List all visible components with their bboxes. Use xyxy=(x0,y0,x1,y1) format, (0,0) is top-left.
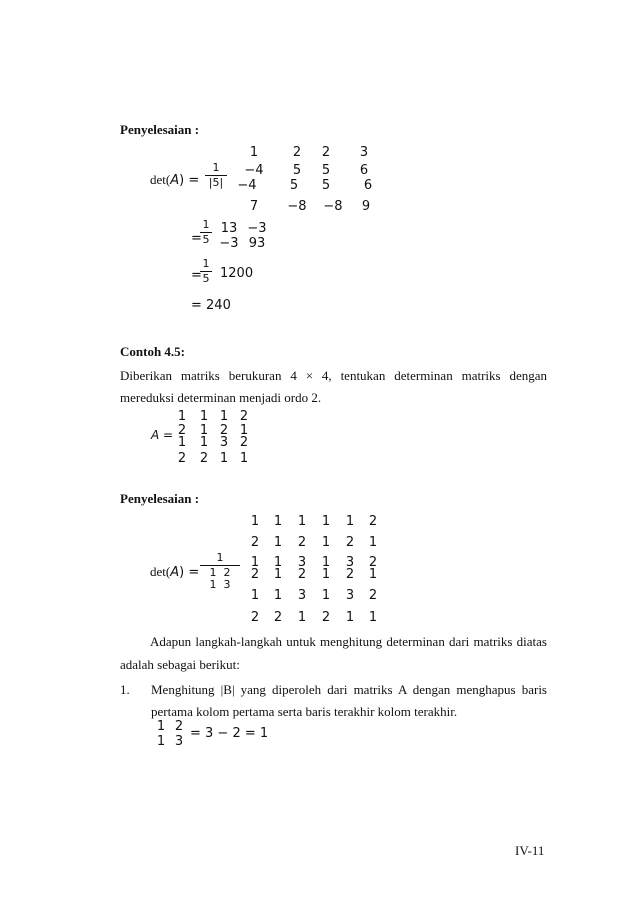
matrix-cell: 3 xyxy=(359,145,369,160)
fraction-denominator: 5 xyxy=(202,233,210,246)
matrix-cell: 1 xyxy=(239,451,249,466)
matrix-cell: 1 xyxy=(239,423,249,438)
matrix-cell: 1 xyxy=(345,514,355,529)
matrix-cell: 3 xyxy=(297,588,307,603)
matrix-cell: 2 xyxy=(368,555,378,570)
page-number: IV-11 xyxy=(515,843,545,858)
fraction-numerator: 1 xyxy=(212,161,220,174)
matrix-cell: 3 xyxy=(174,734,184,749)
fraction-1-over-det-b xyxy=(200,552,240,591)
matrix-cell: 2 xyxy=(345,535,355,550)
step3-value: 1200 xyxy=(220,266,254,281)
matrix-cell: 2 xyxy=(199,451,209,466)
matrix-cell: 1 xyxy=(249,145,259,160)
det-prefix: det( xyxy=(150,172,171,187)
matrix-cell: 1 xyxy=(321,567,331,582)
equals-sign: = xyxy=(191,231,202,246)
det-matrix-symbol: A xyxy=(170,173,180,188)
matrix-cell: 2 xyxy=(223,566,231,579)
calc-result: = 3 − 2 = 1 xyxy=(190,726,269,741)
matrix-cell: 2 xyxy=(177,423,187,438)
matrix-cell: 2 xyxy=(250,610,260,625)
list-item-line2: pertama kolom pertama serta baris terakhir kolom terakhir. xyxy=(151,704,458,719)
matrix-cell: 1 xyxy=(345,610,355,625)
paragraph-line2: adalah sebagai berikut: xyxy=(120,657,240,672)
matrix-cell: −8 xyxy=(287,199,307,214)
det-a-label: det(A) = xyxy=(150,564,200,580)
list-item-number: 1. xyxy=(120,682,130,697)
matrix-cell: 2 xyxy=(177,451,187,466)
det-suffix: ) = xyxy=(179,173,200,188)
matrix-cell: 1 xyxy=(273,535,283,550)
fraction-numerator: 1 xyxy=(202,257,210,270)
matrix-cell: 5 xyxy=(292,163,302,178)
fraction-1-over-5 xyxy=(200,258,212,285)
heading-penyelesaian-2: Penyelesaian : xyxy=(120,491,200,506)
equals-sign: = xyxy=(191,268,202,283)
fraction-1-over-5 xyxy=(205,162,227,189)
fraction-numerator: 1 xyxy=(216,551,224,564)
fraction-denominator: 5 xyxy=(202,272,210,285)
example-title: Contoh 4.5: xyxy=(120,344,186,359)
fraction-1-over-5 xyxy=(200,219,212,246)
matrix-cell: 2 xyxy=(368,588,378,603)
matrix-cell: 1 xyxy=(199,435,209,450)
matrix-cell: 2 xyxy=(174,719,184,734)
heading-penyelesaian-1: Penyelesaian : xyxy=(120,122,200,137)
fraction-numerator: 1 xyxy=(202,218,210,231)
matrix-a-label: A = xyxy=(151,428,174,442)
matrix-cell: 9 xyxy=(361,199,371,214)
matrix-cell: 1 xyxy=(219,409,229,424)
matrix-cell: 2 xyxy=(219,423,229,438)
matrix-cell: 6 xyxy=(359,163,369,178)
matrix-cell: 1 xyxy=(156,734,166,749)
matrix-cell: 1 xyxy=(219,451,229,466)
matrix-cell: −3 xyxy=(219,236,239,251)
matrix-cell: 1 xyxy=(368,567,378,582)
matrix-cell: 2 xyxy=(250,567,260,582)
matrix-cell: 2 xyxy=(368,514,378,529)
matrix-cell: 5 xyxy=(289,178,299,193)
matrix-cell: 1 xyxy=(199,423,209,438)
matrix-cell: 1 xyxy=(209,566,217,579)
matrix-cell: 2 xyxy=(321,610,331,625)
matrix-cell: 5 xyxy=(321,178,331,193)
matrix-cell: −8 xyxy=(323,199,343,214)
matrix-cell: 7 xyxy=(249,199,259,214)
matrix-cell: 13 xyxy=(220,221,238,236)
matrix-cell: 3 xyxy=(297,555,307,570)
matrix-cell: 2 xyxy=(273,610,283,625)
matrix-cell: 5 xyxy=(321,163,331,178)
matrix-cell: 2 xyxy=(297,535,307,550)
matrix-cell: 6 xyxy=(363,178,373,193)
matrix-cell: 1 xyxy=(321,514,331,529)
matrix-cell: 1 xyxy=(273,588,283,603)
matrix-cell: 2 xyxy=(297,567,307,582)
matrix-cell: 1 xyxy=(177,435,187,450)
result-value: = 240 xyxy=(191,298,231,313)
matrix-cell: 2 xyxy=(345,567,355,582)
matrix-cell: 3 xyxy=(345,588,355,603)
matrix-cell: 1 xyxy=(321,588,331,603)
fraction-denominator: |5| xyxy=(208,176,224,189)
matrix-cell: 1 xyxy=(273,514,283,529)
matrix-cell: 1 xyxy=(250,514,260,529)
matrix-cell: 1 xyxy=(368,535,378,550)
matrix-cell: 3 xyxy=(345,555,355,570)
matrix-cell: −4 xyxy=(244,163,264,178)
matrix-cell: 2 xyxy=(239,409,249,424)
matrix-cell: 1 xyxy=(321,555,331,570)
matrix-cell: 1 xyxy=(199,409,209,424)
matrix-cell: 3 xyxy=(223,578,231,591)
matrix-cell: 1 xyxy=(156,719,166,734)
matrix-cell: −4 xyxy=(237,178,257,193)
matrix-cell: 1 xyxy=(273,555,283,570)
matrix-cell: 1 xyxy=(297,610,307,625)
matrix-cell: 1 xyxy=(368,610,378,625)
matrix-cell: 1 xyxy=(250,588,260,603)
matrix-cell: 3 xyxy=(219,435,229,450)
matrix-cell: 1 xyxy=(250,555,260,570)
matrix-cell: 2 xyxy=(292,145,302,160)
matrix-cell: 1 xyxy=(177,409,187,424)
matrix-cell: 93 xyxy=(248,236,266,251)
example-text-line1: Diberikan matriks berukuran 4 × 4, tentukan determinan matriks dengan xyxy=(120,368,547,383)
example-text-line2: mereduksi determinan menjadi ordo 2. xyxy=(120,390,322,405)
matrix-cell: 2 xyxy=(239,435,249,450)
matrix-cell: 2 xyxy=(321,145,331,160)
matrix-cell: 1 xyxy=(273,567,283,582)
paragraph-line1: Adapun langkah-langkah untuk menghitung determinan dari matriks diatas xyxy=(150,634,547,649)
list-item-line1: Menghitung |B| yang diperoleh dari matriks A dengan menghapus baris xyxy=(151,682,547,697)
matrix-cell: −3 xyxy=(247,221,267,236)
matrix-cell: 2 xyxy=(250,535,260,550)
matrix-cell: 1 xyxy=(321,535,331,550)
matrix-cell: 1 xyxy=(297,514,307,529)
matrix-cell: 1 xyxy=(209,578,217,591)
det-label xyxy=(150,172,199,188)
fraction-denominator xyxy=(200,567,240,591)
